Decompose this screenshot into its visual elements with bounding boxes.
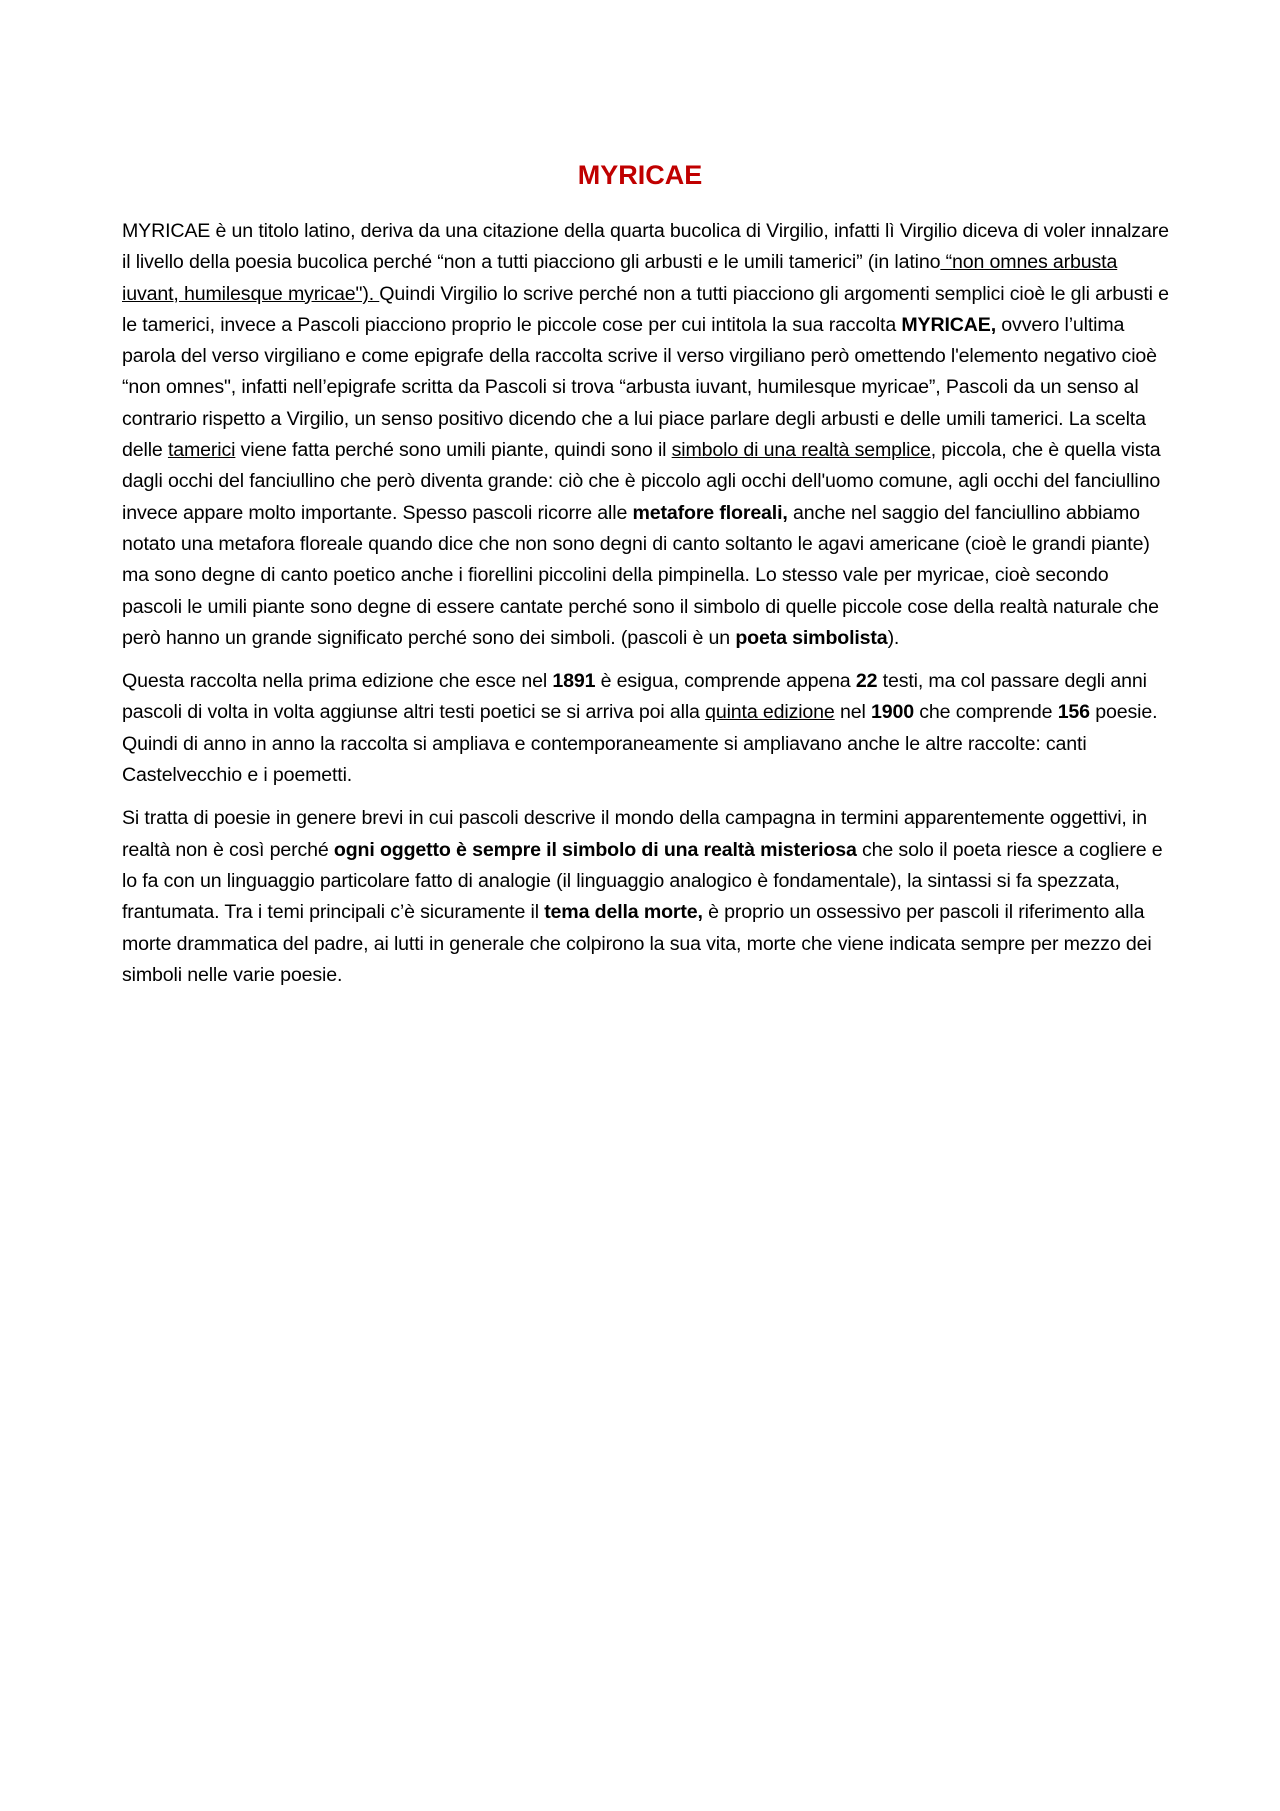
bold-term: 1900 — [870, 701, 914, 724]
text-run: Si tratta di poesie in genere brevi in cui pascoli descrive il mondo della campagna in termini apparentemente oggettivi, in realtà non è così perché — [122, 807, 1147, 861]
bold-term: poeta simbolista — [735, 626, 888, 649]
text-run: nel — [834, 701, 871, 724]
text-run: è proprio un ossessivo per pascoli il riferimento alla morte drammatica del padre, ai lutti in generale che colpirono la sua vita, morte che viene indicata sempre per mezzo dei simboli nelle varie poesie. — [122, 901, 1152, 986]
underlined-term: simbolo di una realtà semplice — [671, 439, 931, 462]
bold-term: MYRICAE, — [901, 313, 996, 336]
text-run: è esigua, comprende appena — [595, 670, 856, 693]
bold-term: 156 — [1057, 701, 1090, 724]
text-run: che comprende — [913, 701, 1058, 724]
paragraph — [122, 216, 1172, 654]
bold-term: tema della morte, — [544, 901, 703, 924]
underlined-term: tamerici — [167, 439, 236, 462]
paragraph — [122, 803, 1172, 991]
document-title: MYRICAE — [577, 160, 703, 190]
bold-term: ogni oggetto è sempre il simbolo di una realtà misteriosa — [333, 838, 857, 861]
bold-term: metafore floreali, — [632, 501, 788, 524]
text-run: viene fatta perché sono umili piante, quindi sono il — [235, 439, 672, 462]
text-run: Questa raccolta nella prima edizione che esce nel — [122, 670, 553, 693]
text-run: MYRICAE è un titolo latino, deriva da una citazione della quarta bucolica di Virgilio, infatti lì Virgilio diceva di voler innalzare il livello della poesia bucolica perché “non a tutti piacciono gli arbusti e le umili tamerici” (in latino — [122, 220, 1169, 274]
bold-term: 22 — [855, 670, 878, 693]
document-body — [122, 216, 1172, 1003]
text-run: anche nel saggio del fanciullino abbiamo notato una metafora floreale quando dice che non sono degni di canto soltanto le agavi americane (cioè le grandi piante) ma sono degne di canto poetico anche i fiorellini piccolini della pimpinella. Lo stesso vale per myricae, cioè secondo pascoli le umili piante sono degne di essere cantate perché sono il simbolo di quelle piccole cose della realtà naturale che però hanno un grande significato perché sono dei simboli. (pascoli è un — [122, 501, 1159, 649]
text-run: testi, ma col passare degli anni pascoli di volta in volta aggiunse altri testi poetici se si arriva poi alla — [122, 670, 1147, 724]
bold-term: 1891 — [552, 670, 596, 693]
paragraph — [122, 666, 1172, 791]
text-run: ovvero l’ultima parola del verso virgiliano e come epigrafe della raccolta scrive il verso virgiliano però omettendo l'elemento negativo cioè “non omnes", infatti nell’epigrafe scritta da Pascoli si trova “arbusta iuvant, humilesque myricae”, Pascoli da un senso al contrario rispetto a Virgilio, un senso positivo dicendo che a lui piace parlare degli arbusti e delle umili tamerici. La scelta delle — [122, 313, 1157, 462]
text-run: Quindi Virgilio lo scrive perché non a tutti piacciono gli argomenti semplici cioè le gli arbusti e le tamerici, invece a Pascoli piacciono proprio le piccole cose per cui intitola la sua raccolta — [122, 282, 1169, 336]
underlined-quote: “non omnes arbusta iuvant, humilesque myricae"). — [122, 251, 1118, 305]
underlined-term: quinta edizione — [705, 701, 835, 724]
text-run: poesie. Quindi di anno in anno la raccolta si ampliava e contemporaneamente si ampliavano anche le altre raccolte: canti Castelvecchio e i poemetti. — [122, 701, 1158, 787]
text-run: che solo il poeta riesce a cogliere e lo fa con un linguaggio particolare fatto di analogie (il linguaggio analogico è fondamentale), la sintassi si fa spezzata, frantumata. Tra i temi principali c’è sicuramente il — [122, 838, 1163, 924]
text-run: , piccola, che è quella vista dagli occhi del fanciullino che però diventa grande: ciò che è piccolo agli occhi dell'uomo comune, agli occhi del fanciullino invece appare molto importante. Spesso pascoli ricorre alle — [122, 439, 1161, 524]
text-run: ). — [887, 626, 900, 649]
